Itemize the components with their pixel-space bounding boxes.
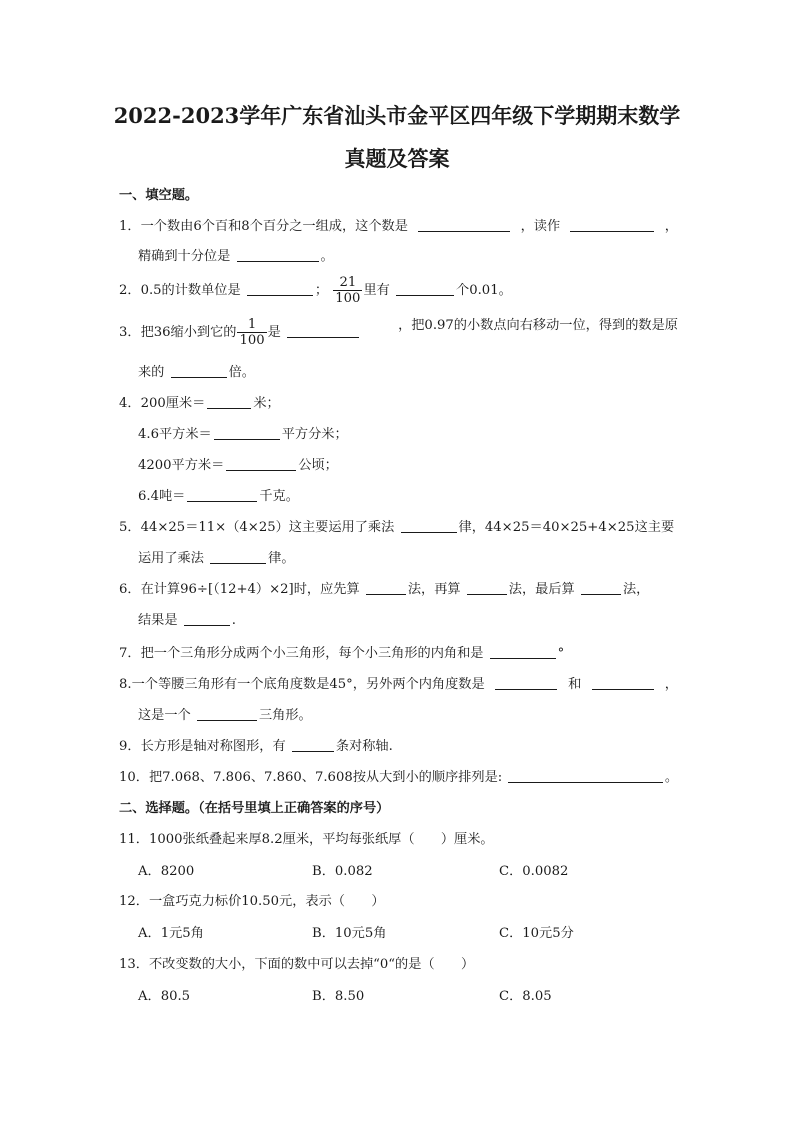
q1-text-d: 精确到十分位是 [138,249,231,264]
q5-blank-law-1[interactable] [401,519,457,533]
q10-text-b: 。 [664,770,678,785]
q12-option-b[interactable]: B．10元5角 [312,926,387,941]
question-6 [119,581,678,599]
question-8-cont [138,707,678,725]
q6-blank-second-op[interactable] [467,581,507,595]
q8-blank-triangle-type[interactable] [197,707,257,721]
q4-l2-text-a: 4.6平方米＝ [138,427,212,442]
question-1 [119,218,678,236]
q3-text-a: 3．把36缩小到它的 [119,325,237,340]
q1-blank-number[interactable] [418,218,510,232]
question-3-cont [138,364,678,382]
q4-l4-text-b: 千克。 [259,489,299,504]
question-4-line-4 [138,488,678,506]
q1-blank-rounded[interactable] [237,248,319,262]
q3-text-d: 来的 [138,365,165,380]
title-line-1: 2022-2023学年广东省汕头市金平区四年级下学期期末数学 [113,103,681,128]
q13-option-a[interactable]: A．80.5 [138,989,191,1004]
q2-fraction-denominator: 100 [335,291,361,306]
q4-blank-meters[interactable] [207,395,251,409]
q6-text-a: 6．在计算96÷[（12+4）×2]时，应先算 [119,582,360,597]
q6-text-d: 法， [622,582,650,597]
q3-lead [119,317,361,348]
q4-l3-text-b: 公顷； [298,458,338,473]
q12-option-c[interactable]: C．10元5分 [499,926,574,941]
q2-fraction [333,275,362,306]
q1-text-a: 1．一个数由6个百和8个百分之一组成，这个数是 [119,219,408,234]
q2-text-a: 2．0.5的计数单位是 [119,283,241,298]
q5-text-d: 律。 [268,551,295,566]
q4-l2-text-b: 平方分米； [281,427,348,442]
q4-l4-text-a: 6.4吨＝ [138,489,186,504]
q3-text-e: 倍。 [228,365,255,380]
q8-blank-angle-1[interactable] [495,676,557,690]
q12-option-a[interactable]: A．1元5角 [138,926,204,941]
q5-text-a: 5．44×25＝11×（4×25）这主要运用了乘法 [119,520,395,535]
question-12: 12．一盒巧克力标价10.50元，表示（ ） [119,894,385,909]
q7-text-a: 7．把一个三角形分成两个小三角形，每个小三角形的内角和是 [119,646,484,661]
q2-blank-unit[interactable] [247,282,313,296]
q4-l1-text-b: 米； [253,396,280,411]
document-title-2 [100,144,694,174]
q2-blank-count[interactable] [396,282,454,296]
q9-text-b: 条对称轴. [335,739,393,754]
q4-blank-sq-dm[interactable] [214,426,280,440]
q4-l3-text-a: 4200平方米＝ [138,458,225,473]
q8-text-b: 和 [568,677,582,692]
q1-blank-reading[interactable] [570,218,654,232]
question-1-cont [138,248,678,266]
question-4-line-2 [138,426,678,444]
question-4-line-1 [119,395,678,413]
q3-text-c: ，把0.97的小数点向右移动一位，得到的数是原 [398,318,678,333]
q3-text-b: 是 [267,325,281,340]
q2-text-d: 个0.01。 [456,283,512,298]
q9-text-a: 9．长方形是轴对称图形，有 [119,739,286,754]
question-10 [119,769,678,787]
question-11: 11．1000张纸叠起来厚8.2厘米，平均每张纸厚（ ）厘米。 [119,832,494,847]
q4-l1-text-a: 4．200厘米＝ [119,396,206,411]
q2-text-b: ； [314,283,329,298]
q4-blank-kg[interactable] [187,488,257,502]
document-title [100,101,694,131]
q10-text-a: 10．把7.068、7.806、7.860、7.608按从大到小的顺序排列是: [119,770,503,785]
question-13: 13．不改变数的大小，下面的数中可以去掉“0“的是（ ） [119,957,475,972]
question-9 [119,738,678,756]
q13-option-b[interactable]: B．8.50 [312,989,365,1004]
section-heading-fill-in: 一、填空题。 [119,188,199,203]
q5-blank-law-2[interactable] [210,550,266,564]
q8-blank-angle-2[interactable] [592,676,654,690]
q11-option-c[interactable]: C．0.0082 [499,864,569,879]
q7-text-b: ° [557,646,565,661]
q6-blank-result[interactable] [184,612,230,626]
q6-blank-last-op[interactable] [581,581,621,595]
question-3 [119,317,678,348]
question-8 [119,676,678,694]
q2-fraction-numerator: 21 [333,275,362,291]
question-4-line-3 [138,457,678,475]
q4-blank-hectares[interactable] [226,457,296,471]
q6-text-c: 法，最后算 [508,582,575,597]
q6-text-e: 结果是 [138,613,178,628]
q1-text-c: ， [664,219,678,234]
q5-text-b: 律，44×25＝40×25+4×25这主要 [458,520,675,535]
q7-blank-angle-sum[interactable] [490,645,556,659]
question-6-cont [138,612,678,630]
q1-text-e: 。 [320,249,334,264]
q3-fraction [237,317,266,348]
q6-text-f: . [231,613,236,628]
q3-blank-times[interactable] [171,364,227,378]
q3-fraction-denominator: 100 [239,333,265,348]
q1-text-b: ，读作 [520,219,561,234]
q3-fraction-numerator: 1 [237,317,266,333]
q10-blank-order[interactable] [508,769,663,783]
q11-option-a[interactable]: A．8200 [138,864,195,879]
section-heading-choice: 二、选择题。（在括号里填上正确答案的序号） [119,801,390,816]
q8-text-d: 这是一个 [138,708,191,723]
q13-option-c[interactable]: C．8.05 [499,989,552,1004]
question-5-cont [138,550,678,568]
q8-text-a: 8.一个等腰三角形有一个底角度数是45°，另外两个内角度数是 [119,677,485,692]
question-2 [119,275,678,306]
q8-text-e: 三角形。 [258,708,312,723]
q5-text-c: 运用了乘法 [138,551,204,566]
q3-blank-result[interactable] [287,324,359,338]
q6-text-b: 法，再算 [407,582,461,597]
question-5 [119,519,678,537]
question-7 [119,645,678,663]
q2-text-c: 里有 [363,283,390,298]
title-line-2: 真题及答案 [344,146,450,171]
q8-text-c: ， [664,677,678,692]
q11-option-b[interactable]: B．0.082 [312,864,373,879]
q9-blank-axes[interactable] [292,738,334,752]
q6-blank-first-op[interactable] [366,581,406,595]
